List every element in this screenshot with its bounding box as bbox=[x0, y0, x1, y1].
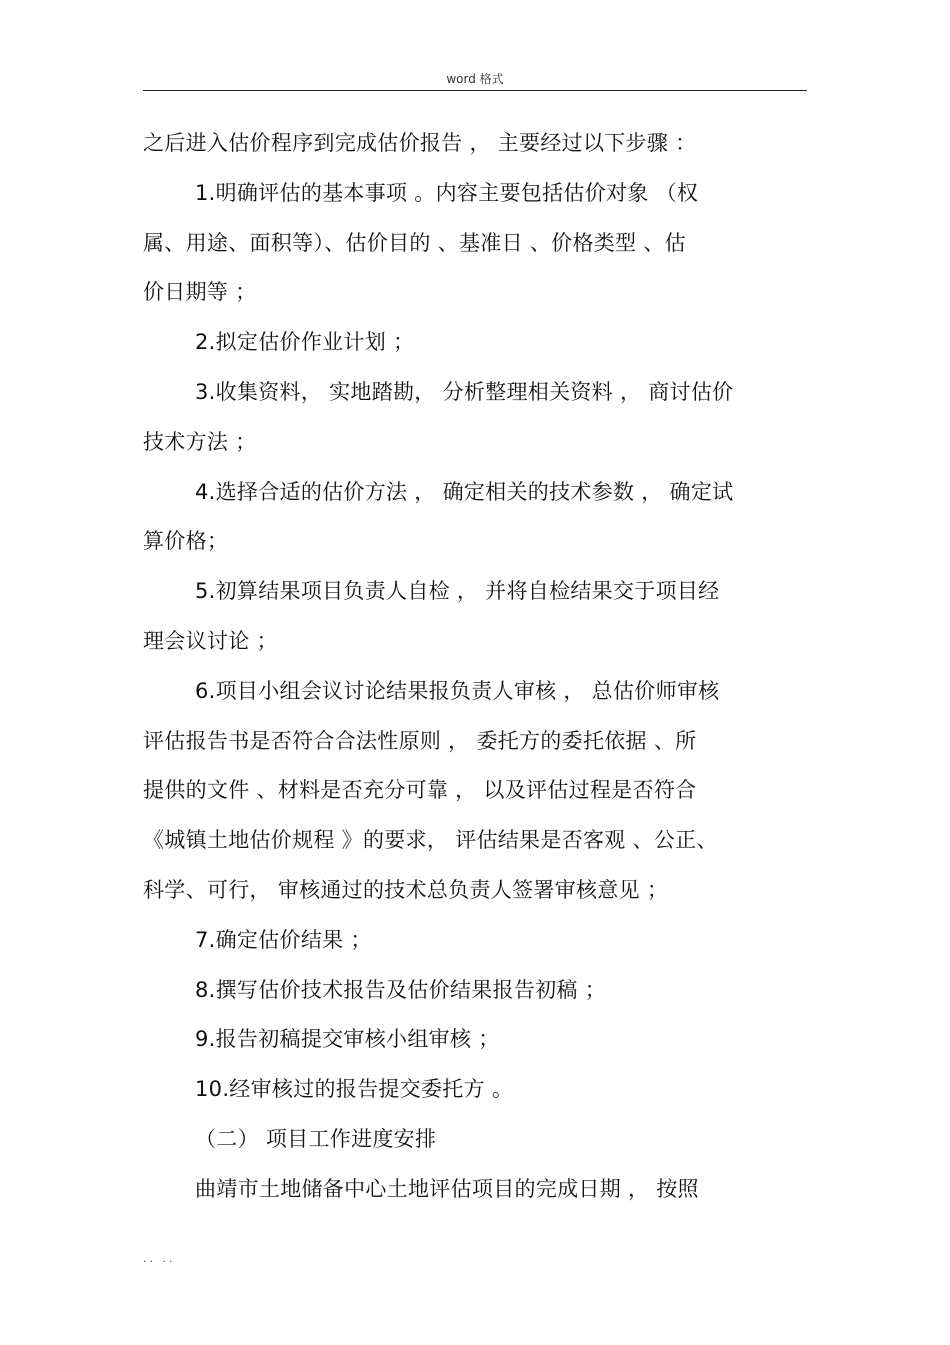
text-line: 科学、可行， 审核通过的技术总负责人签署审核意见 ； bbox=[143, 877, 669, 902]
text-line: 6.项目小组会议讨论结果报负责人审核 ， 总估价师审核 bbox=[195, 678, 720, 703]
text-line: 3.收集资料， 实地踏勘， 分析整理相关资料 ， 商讨估价 bbox=[195, 379, 734, 404]
section-heading: （二） 项目工作进度安排 bbox=[195, 1126, 437, 1151]
text-line: 2.拟定估价作业计划 ； bbox=[195, 330, 415, 355]
text-line: 8.撰写估价技术报告及估价结果报告初稿 ； bbox=[195, 977, 607, 1002]
text-line: 1.明确评估的基本事项 。内容主要包括估价对象 （权 bbox=[195, 180, 699, 205]
text-line: 7.确定估价结果 ； bbox=[195, 927, 372, 952]
text-line: 《城镇土地估价规程 》的要求， 评估结果是否客观 、公正、 bbox=[143, 828, 718, 853]
text-line: 10.经审核过的报告提交委托方 。 bbox=[195, 1077, 514, 1102]
text-line: 评估报告书是否符合合法性原则 ， 委托方的委托依据 、所 bbox=[143, 728, 697, 753]
text-line: 技术方法 ； bbox=[143, 429, 257, 454]
header-rule bbox=[143, 90, 807, 91]
text-line: 9.报告初稿提交审核小组审核 ； bbox=[195, 1027, 500, 1052]
text-line: 曲靖市土地储备中心土地评估项目的完成日期 ， 按照 bbox=[195, 1176, 699, 1201]
text-line: 价日期等 ； bbox=[143, 280, 257, 305]
text-line: 算价格； bbox=[143, 529, 229, 554]
text-line: 之后进入估价程序到完成估价报告 ， 主要经过以下步骤 ： bbox=[143, 131, 697, 155]
text-line: 5.初算结果项目负责人自检 ， 并将自检结果交于项目经 bbox=[195, 579, 720, 604]
text-line: 4.选择合适的估价方法 ， 确定相关的技术参数 ， 确定试 bbox=[195, 479, 734, 504]
text-line: 理会议讨论 ； bbox=[143, 628, 278, 653]
text-line: 提供的文件 、材料是否充分可靠 ， 以及评估过程是否符合 bbox=[143, 778, 697, 803]
page-header: word 格式 bbox=[446, 72, 504, 86]
page-footer: .. .. bbox=[143, 1252, 176, 1265]
text-line: 属、用途、面积等）、估价目的 、基准日 、价格类型 、估 bbox=[143, 230, 686, 255]
document-body bbox=[143, 120, 803, 1216]
